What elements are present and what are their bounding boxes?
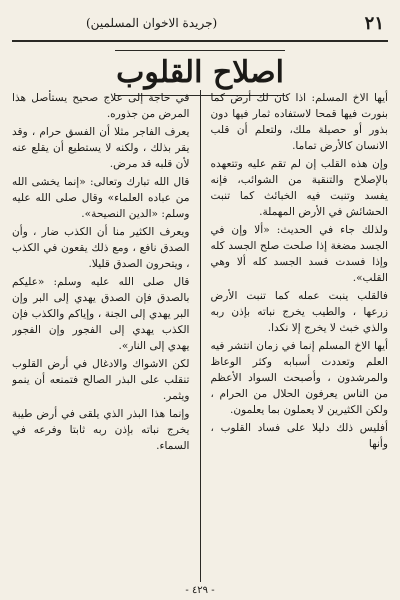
footer-page-number: - ٤٢٩ -	[185, 585, 215, 596]
page-number: ٢١	[364, 12, 384, 34]
paragraph: وإن هذه القلب إن لم تقم عليه وتتعهده بالإصلاح والتنقية من الشوائب، فإنه يفسد وتنبت فيه الخبائث كما تنبت الحشائش في الأرض المهملة.	[210, 158, 388, 218]
paragraph: ويعرف الكثير منا أن الكذب ضار ، وأن الصدق نافع ، ومع ذلك يقعون في الكذب ، ويتحرون الصدق قليلا.	[12, 226, 190, 270]
paragraph: أيها الاخ المسلم: اذا كان لك أرض كما بنورت فيها قمحا لاستفاده ثمار فيها دون بذور أو حصيلة ملك، ولتعلم أن قلب الانسان كالأرض تماما.	[210, 92, 388, 152]
paragraph: أفليس ذلك دليلا على فساد القلوب ، وأنها	[210, 422, 388, 450]
article-columns	[12, 90, 388, 582]
paragraph: وإنما هذا البذر الذي يلقى في أرض طيبة يخرج نباته بإذن ربه ثابتا وفرعه في السماء.	[12, 408, 190, 452]
page-header	[12, 10, 388, 42]
paragraph: أيها الاخ المسلم إنما في زمان انتشر فيه العلم وتعددت أسبابه وكثر الوعاظ والمرشدون ، وأصبحت السواد الأعظم من الناس يعرفون الحلال من الحرام ، ولكن الكثيرين لا يعملون بما يعلمون.	[210, 340, 388, 416]
newspaper-name: (جريدة الاخوان المسلمين)	[86, 16, 218, 30]
column-right	[211, 90, 389, 582]
column-divider	[200, 90, 201, 582]
paragraph: قال صلى الله عليه وسلم: «عليكم بالصدق فإن الصدق يهدي إلى البر وإن البر يهدي إلى الجنة ، وإياكم والكذب فإن الكذب يهدي إلى الفجور وإن الفجور يهدي إلى النار».	[12, 276, 190, 352]
paragraph: في حاجة إلى علاج صحيح يستأصل هذا المرض من جذوره.	[12, 92, 190, 120]
paragraph: ولذلك جاء في الحديث: «ألا وإن في الجسد مضغة إذا صلحت صلح الجسد كله وإذا فسدت فسد الجسد كله ألا وهي القلب».	[210, 224, 388, 284]
article-title: اصلاح القلوب	[116, 55, 284, 90]
column-left	[12, 90, 190, 582]
paragraph: لكن الاشواك والادغال في أرض القلوب تنقلب على البذر الصالح فتمنعه أن ينمو ويثمر.	[12, 358, 190, 402]
paragraph: فالقلب ينبت عمله كما تنبت الأرض زرعها ، والطيب يخرج نباته بإذن ربه والذي خبث لا يخرج إلا نكدا.	[210, 290, 388, 334]
paragraph: قال الله تبارك وتعالى: «إنما يخشى الله من عباده العلماء» وقال صلى الله عليه وسلم: «الدين النصيحة».	[12, 176, 190, 220]
paragraph: يعرف الفاجر مثلا أن الفسق حرام ، وقد يقر بذلك ، ولكنه لا يستطيع أن يقلع عنه لأن قلبه قد مرض.	[12, 126, 190, 170]
